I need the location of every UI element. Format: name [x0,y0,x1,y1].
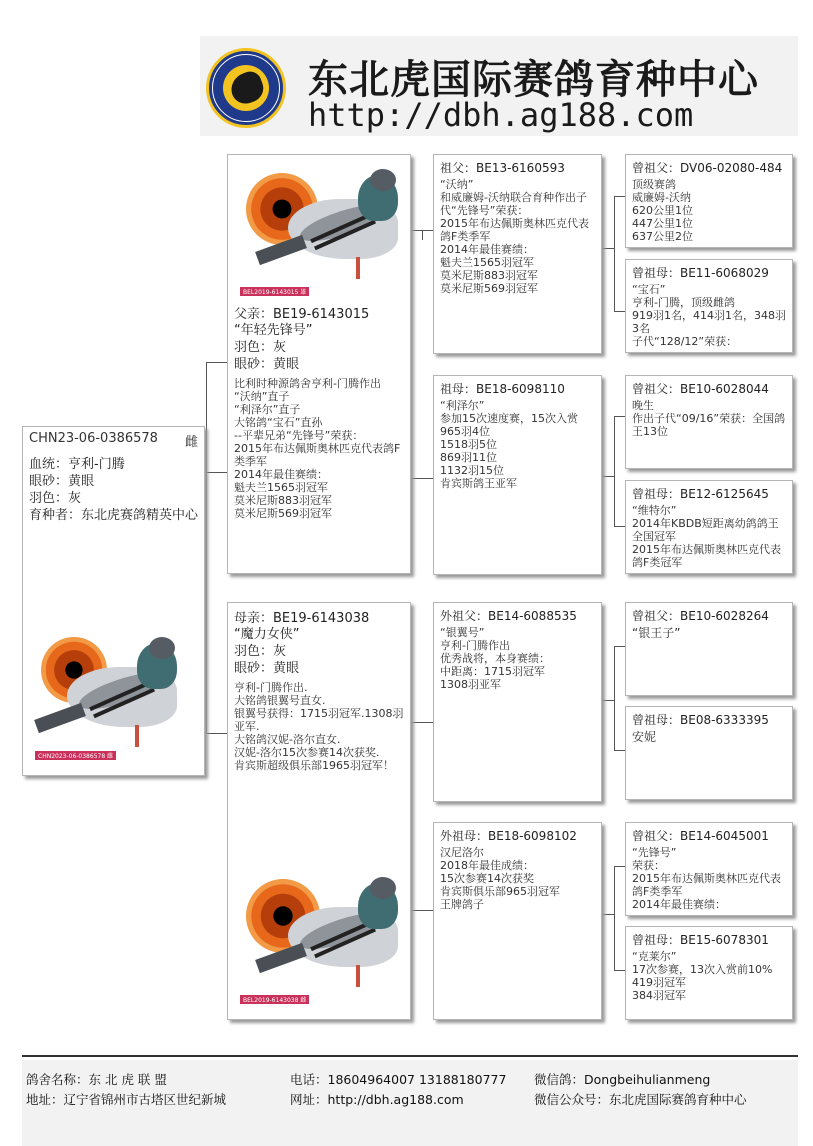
subject-color: 羽色：灰 [29,491,82,506]
connector-line [411,722,422,723]
dam-name: “魔力女侠” [234,627,300,642]
great-grandparent-description: 晚生 作出子代“09/16”荣获：全国鸽王13位 [632,399,786,438]
dam-eye: 眼砂：黄眼 [234,661,300,676]
grandparent-description: “利泽尔” 参加15次速度赛，15次入赏 965羽4位 1518羽5位 869羽11位 1132羽15位 肯宾斯鸽王亚军 [440,399,578,490]
great-grandparent-title: 曾祖父：BE10-6028264 [632,609,769,623]
dam-photo [232,871,406,1011]
connector-line [614,196,615,312]
sire-description: 比利时种源鸽舍亨利-门腾作出 “沃纳”直子 “利泽尔”直子 大铭鸽“宝石”直孙 --平辈兄弟“先锋号”荣获： 2015年布达佩斯奥林匹克代表鸽F类季军 2014年最佳赛绩： 魁夫兰1565羽冠军 莫米尼斯883羽冠军 莫米尼斯569羽冠军 [234,377,401,520]
header-banner [200,36,798,136]
connector-line [422,722,433,723]
footer-website[interactable]: 网址：http://dbh.ag188.com [290,1092,464,1107]
footer-phone: 电话：18604964007 13188180777 [290,1072,507,1087]
connector-line [614,866,625,867]
connector-line [602,914,614,915]
grandparent-description: 汉尼洛尔 2018年最佳成绩： 15次参赛14次获奖 肯宾斯俱乐部965羽冠军 王牌鸽子 [440,846,560,911]
connector-line [614,196,625,197]
logo-icon [206,48,286,128]
great-grandparent-title: 曾祖母：BE15-6078301 [632,933,769,947]
subject-bloodline: 血统：亨利-门腾 [29,457,125,472]
footer-loft-name: 鸽舍名称：东 北 虎 联 盟 [26,1072,167,1087]
great-grandparent-card [625,259,793,353]
great-grandparent-card [625,480,793,574]
great-grandparent-title: 曾祖母：BE11-6068029 [632,266,769,280]
connector-line [614,526,625,527]
connector-line [614,416,615,526]
header-url[interactable]: http://dbh.ag188.com [308,96,694,134]
great-grandparent-card [625,822,793,916]
grandsire-paternal-card [433,154,602,354]
header-title: 东北虎国际赛鸽育种中心 [308,57,759,103]
subject-card [22,426,205,776]
sire-card [227,154,411,574]
sire-color: 羽色：灰 [234,340,287,355]
great-grandparent-card [625,154,793,248]
grandparent-title: 外祖母：BE18-6098102 [440,829,577,843]
great-grandparent-description: 顶级赛鸽 威廉姆-沃纳 620公里1位 447公里1位 637公里2位 [632,178,693,243]
connector-line [614,416,625,417]
subject-eye: 眼砂：黄眼 [29,474,95,489]
great-grandparent-description: “维特尔” 2014年KBDB短距离幼鸽鸽王全国冠军 2015年布达佩斯奥林匹克代表鸽F类冠军 [632,504,781,569]
great-grandparent-description: “先锋号” 荣获： 2015年布达佩斯奥林匹克代表鸽F类季军 2014年最佳赛绩： [632,846,781,911]
connector-line [614,311,625,312]
great-grandparent-card [625,375,793,469]
footer-address: 地址：辽宁省锦州市古塔区世纪新城 [26,1092,227,1107]
connector-line [602,476,614,477]
connector-line [614,866,615,970]
dam-card [227,602,411,1020]
great-grandparent-title: 曾祖母：BE12-6125645 [632,487,769,501]
connector-line [602,700,614,701]
great-grandparent-card [625,706,793,800]
subject-sex: 雌 [184,435,198,450]
sire-eye: 眼砂：黄眼 [234,357,300,372]
great-grandparent-card [625,926,793,1020]
connector-line [614,750,625,751]
great-grandparent-description: “克莱尔” 17次参赛，13次入赏前10% 419羽冠军 384羽冠军 [632,950,773,1002]
photo-ring-tag: BEL2019-6143038 雌 [240,995,309,1004]
dam-description: 亨利-门腾作出. 大铭鸽银翼号直女. 银翼号获得：1715羽冠军.1308羽亚军. 大铭鸽汉妮-洛尔直女. 汉妮-洛尔15次参赛14次获奖. 肯宾斯超级俱乐部1965羽冠军！ [234,681,404,772]
grandparent-description: “银翼号” 亨利-门腾作出 优秀战将，本身赛绩： 中距离：1715羽冠军 1308羽亚军 [440,626,550,691]
footer [22,1060,798,1146]
great-grandparent-title: 曾祖父：BE10-6028044 [632,382,769,396]
sire-title: 父亲：BE19-6143015 [234,307,370,322]
connector-line [205,472,227,473]
footer-divider [22,1055,798,1057]
connector-line [206,362,227,363]
connector-line [602,248,614,249]
connector-line [614,646,615,750]
footer-wechat: 微信鸽：Dongbeihulianmeng [534,1072,711,1087]
grandparent-title: 祖母：BE18-6098110 [440,382,565,396]
dam-title: 母亲：BE19-6143038 [234,611,370,626]
connector-line [411,910,433,911]
great-grandparent-card [625,602,793,696]
grandsire-maternal-card [433,602,602,802]
great-grandparent-title: 曾祖父：DV06-02080-484 [632,161,783,175]
sire-photo [232,159,406,299]
photo-ring-tag: CHN2023-06-0386578 雌 [35,751,116,760]
photo-ring-tag: BEL2019-6143015 雄 [240,287,309,296]
connector-line [422,230,433,231]
great-grandparent-description: 安妮 [632,730,657,744]
great-grandparent-description: “宝石” 亨利-门腾，顶级雌鸽 919羽1名，414羽1名，348羽3名 子代“128/12”荣获： [632,283,786,348]
subject-breeder: 育种者：东北虎赛鸽精英中心 [29,508,199,523]
connector-line [411,478,433,479]
connector-line [422,230,423,240]
sire-name: “年轻先锋号” [234,323,313,338]
grandparent-description: “沃纳” 和威廉姆-沃纳联合育种作出子代“先锋号”荣获： 2015年布达佩斯奥林匹克代表鸽F类季军 2014年最佳赛绩： 魁夫兰1565羽冠军 莫米尼斯883羽冠军 莫米尼斯569羽冠军 [440,178,589,295]
connector-line [614,970,625,971]
granddam-maternal-card [433,822,602,1020]
grandparent-title: 祖父：BE13-6160593 [440,161,565,175]
connector-line [206,362,207,734]
footer-official-account: 微信公众号：东北虎国际赛鸽育种中心 [534,1092,747,1107]
great-grandparent-description: “银王子” [632,626,681,640]
subject-ring: CHN23-06-0386578 [29,431,158,446]
dam-color: 羽色：灰 [234,644,287,659]
grandparent-title: 外祖父：BE14-6088535 [440,609,577,623]
great-grandparent-title: 曾祖父：BE14-6045001 [632,829,769,843]
subject-photo [27,627,187,767]
great-grandparent-title: 曾祖母：BE08-6333395 [632,713,769,727]
connector-line [614,646,625,647]
connector-line [206,733,227,734]
granddam-paternal-card [433,375,602,575]
